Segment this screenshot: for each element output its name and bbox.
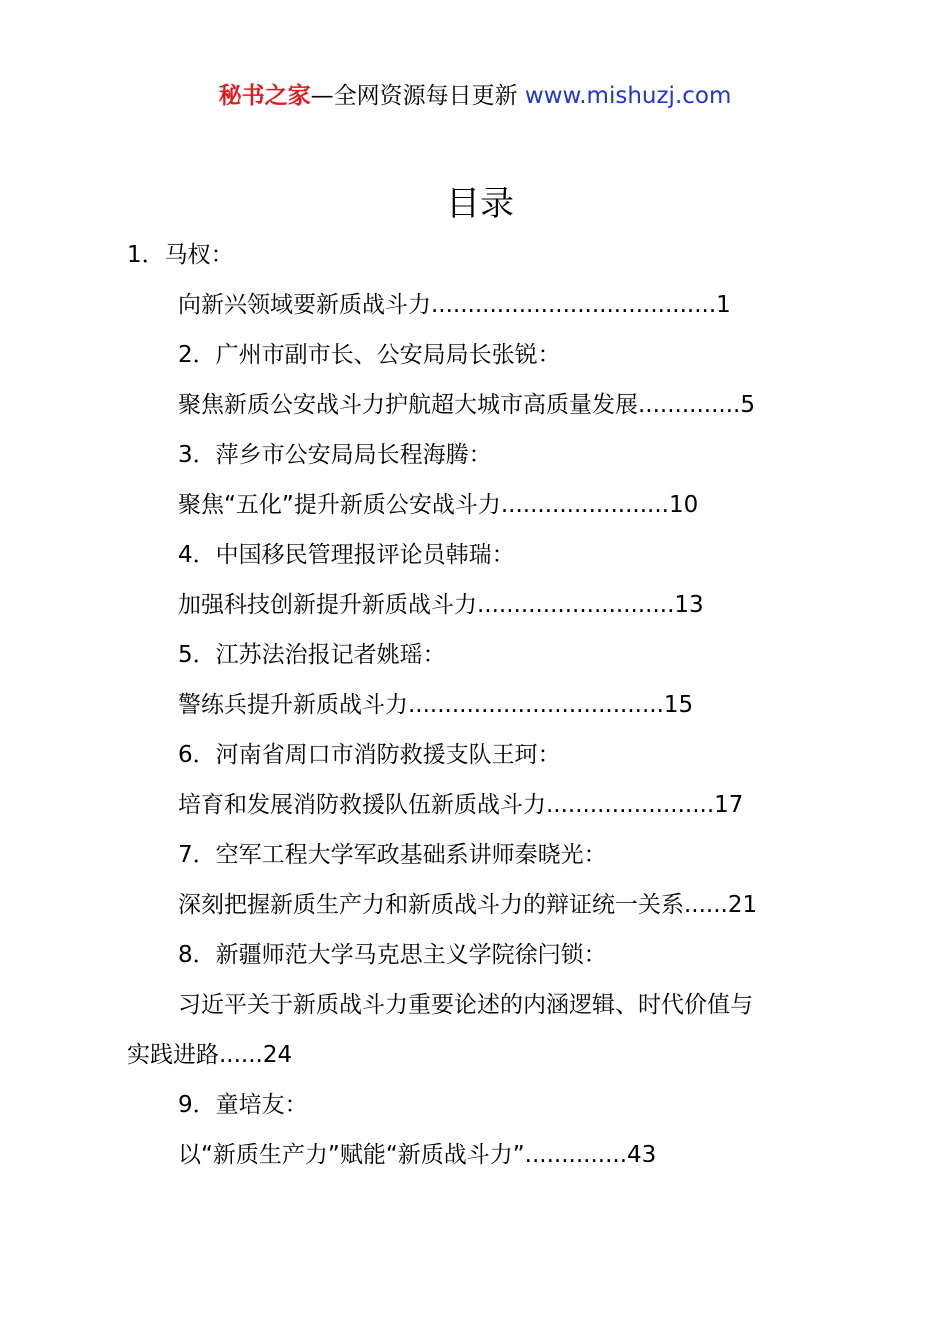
toc-entry-8-title[interactable]: 习近平关于新质战斗力重要论述的内涵逻辑、时代价值与 xyxy=(178,992,753,1018)
toc-entry-5-author: 5．江苏法治报记者姚瑶： xyxy=(178,642,446,668)
toc-entry-4-title[interactable]: 加强科技创新提升新质战斗力...........................13 xyxy=(178,592,704,618)
toc-entry-4-author: 4．中国移民管理报评论员韩瑞： xyxy=(178,542,515,568)
toc-entry-9-title[interactable]: 以“新质生产力”赋能“新质战斗力”..............43 xyxy=(178,1142,657,1168)
toc-entry-5-title[interactable]: 警练兵提升新质战斗力...................................15 xyxy=(178,692,694,718)
toc-entry-1-title[interactable]: 向新兴领域要新质战斗力.......................................1 xyxy=(178,292,731,318)
brand-name: 秘书之家 xyxy=(218,83,311,109)
toc-entry-2-author: 2．广州市副市长、公安局局长张锐： xyxy=(178,342,561,368)
toc-entry-6-author: 6．河南省周口市消防救援支队王珂： xyxy=(178,742,561,768)
toc-entry-8-title-continued[interactable]: 实践进路......24 xyxy=(127,1042,293,1068)
header-slogan: —全网资源每日更新 xyxy=(310,83,525,109)
toc-entry-2-title[interactable]: 聚焦新质公安战斗力护航超大城市高质量发展..............5 xyxy=(178,392,755,418)
toc-entry-9-author: 9．童培友： xyxy=(178,1092,308,1118)
toc-entry-3-author: 3．萍乡市公安局局长程海腾： xyxy=(178,442,492,468)
toc-entry-1-author: 1．马杈： xyxy=(127,242,234,268)
toc-title: 目录 xyxy=(446,184,514,224)
page-header xyxy=(0,80,950,112)
toc-entry-7-author: 7．空军工程大学军政基础系讲师秦晓光： xyxy=(178,842,607,868)
header-url[interactable]: www.mishuzj.com xyxy=(524,83,732,109)
toc-entry-6-title[interactable]: 培育和发展消防救援队伍新质战斗力.......................17 xyxy=(178,792,744,818)
toc-entry-8-author: 8．新疆师范大学马克思主义学院徐闩锁： xyxy=(178,942,607,968)
toc-entry-3-title[interactable]: 聚焦“五化”提升新质公安战斗力.......................10 xyxy=(178,492,699,518)
toc-entry-7-title[interactable]: 深刻把握新质生产力和新质战斗力的辩证统一关系......21 xyxy=(178,892,758,918)
